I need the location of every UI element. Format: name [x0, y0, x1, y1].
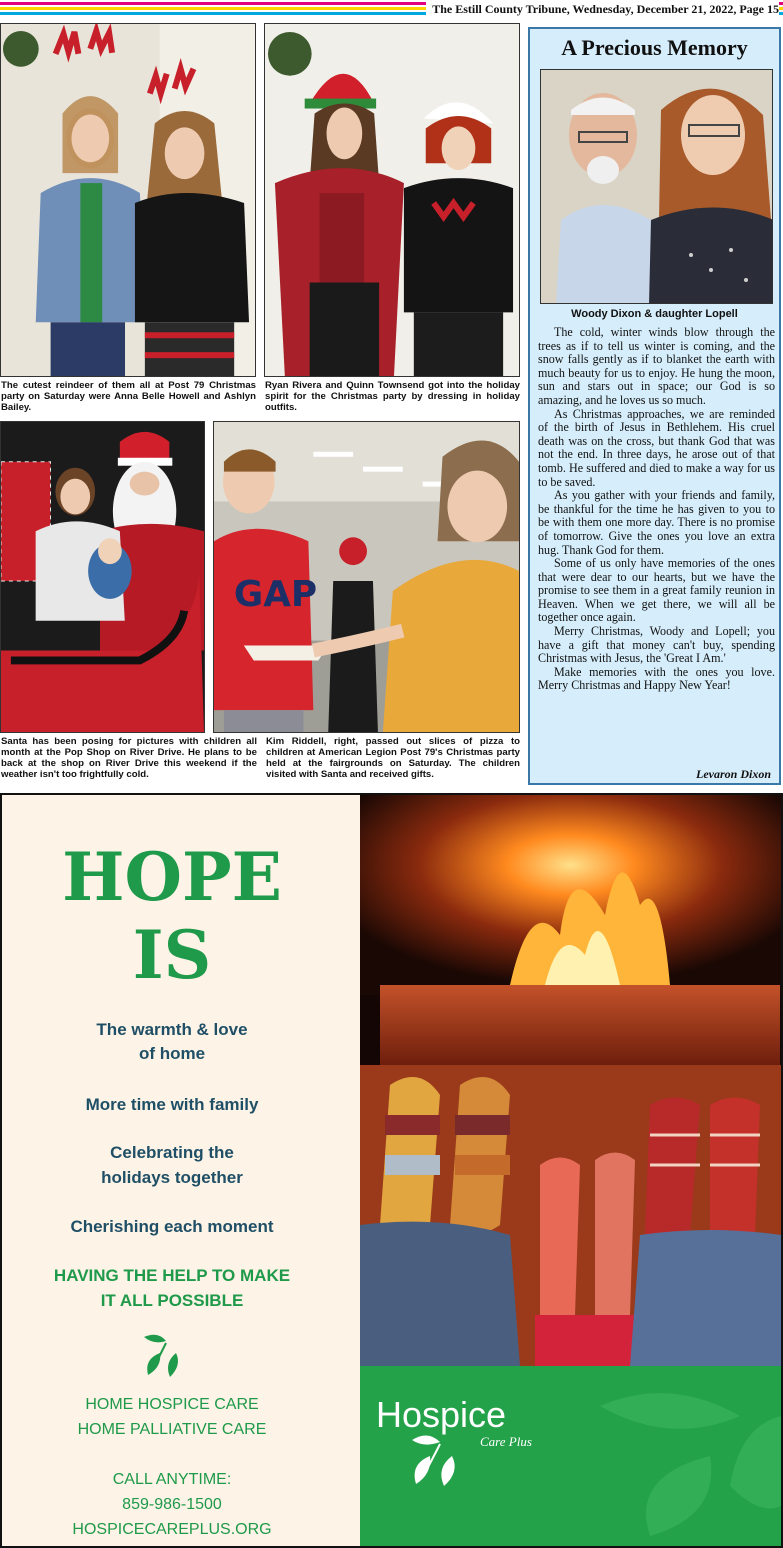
- ad-line-holidays: holidays together: [101, 1168, 243, 1187]
- svg-text:GAP: GAP: [233, 573, 318, 615]
- hospice-leaf-icon: [406, 1430, 466, 1488]
- leaf-background-icon: [590, 1366, 781, 1546]
- ad-fireplace-photo: [360, 795, 781, 1546]
- hospice-brand-name: Hospice: [376, 1394, 507, 1435]
- leaf-logo-icon: [140, 1331, 186, 1379]
- memory-body: [538, 326, 775, 693]
- memory-title: A Precious Memory: [561, 35, 748, 60]
- ad-text-panel: [2, 795, 360, 1546]
- ad-line-warmth: The warmth & love: [96, 1020, 248, 1039]
- caption-photo2: Ryan Rivera and Quinn Townsend got into the holiday spirit for the Christmas party by dressing in holiday outfits.: [265, 380, 520, 413]
- memory-paragraph: Make memories with the ones you love. Merry Christmas and Happy New Year!: [538, 664, 775, 693]
- hospice-advertisement: [0, 793, 783, 1548]
- precious-memory-box: [528, 27, 781, 785]
- memory-signature: Levaron Dixon: [696, 767, 771, 781]
- ad-service-palliative: HOME PALLIATIVE CARE: [77, 1421, 267, 1438]
- ad-phone: 859-986-1500: [122, 1496, 222, 1513]
- memory-photo-caption: Woody Dixon & daughter Lopell: [571, 308, 738, 320]
- ad-service-hospice: HOME HOSPICE CARE: [85, 1396, 259, 1413]
- ad-headline-hope: HOPE: [62, 838, 282, 916]
- photo-pizza-party: [213, 421, 520, 733]
- hospice-brand-sub: Care Plus: [480, 1434, 532, 1449]
- ad-line-cherishing: Cherishing each moment: [70, 1217, 274, 1236]
- caption-photo4: Kim Riddell, right, passed out slices of pizza to children at American Legion Post 79's Christmas party held at the fairgrounds on Saturday. The children visited with Santa and received gifts.: [266, 736, 520, 780]
- photo-reindeer-girls: [0, 23, 256, 377]
- caption-photo1: The cutest reindeer of them all at Post 79 Christmas party on Saturday were Anna Belle Howell and Ashlyn Bailey.: [1, 380, 256, 413]
- memory-paragraph: Merry Christmas, Woody and Lopell; you have a gift that money can't buy, spending Christmas with Jesus, the 'Great I Am.': [538, 624, 775, 666]
- ad-line-home: of home: [138, 1044, 206, 1063]
- ad-line-celebrating: Celebrating the: [110, 1143, 234, 1162]
- caption-photo3: Santa has been posing for pictures with children all month at the Pop Shop on River Drive. He plans to be back at the shop on River Drive this weekend if the weather isn't too frightfully cold.: [1, 736, 257, 780]
- memory-paragraph: As Christmas approaches, we are reminded of the birth of Jesus in Bethlehem. His cruel death was on the cross, but thank God that was not the end. In three days, he arose out of that tomb. He suffered and died to make a way for us to be saved.: [538, 406, 775, 489]
- ad-website: HOSPICECAREPLUS.ORG: [72, 1521, 272, 1538]
- ad-headline-is: IS: [132, 916, 212, 994]
- memory-paragraph: Some of us only have memories of the ones that were dear to our hearts, but we have the promise to see them in a great family reunion in Heaven. When we get there, we will all be together once again.: [538, 556, 775, 625]
- ad-call-label: CALL ANYTIME:: [112, 1471, 232, 1488]
- hospice-brand-band: [360, 1366, 781, 1546]
- photo-santa-sleigh: [0, 421, 205, 733]
- photo-elf-costumes: [264, 23, 520, 377]
- memory-paragraph: As you gather with your friends and family, be thankful for the time he has given to you to be with them one more day. There is no promise of tomorrow. Give the ones you love an extra hug. Thank God for them.: [538, 488, 775, 557]
- memory-paragraph: The cold, winter winds blow through the trees as if to tell us winter is coming, and the snow falls gently as if to blanket the earth with much beauty for us to enjoy. He hung the moon, sun and stars out in space; our God is so amazing, and he loves us so much.: [538, 325, 775, 407]
- page-masthead: The Estill County Tribune, Wednesday, December 21, 2022, Page 15: [426, 2, 779, 17]
- ad-line-possible: IT ALL POSSIBLE: [100, 1291, 244, 1310]
- ad-line-help: HAVING THE HELP TO MAKE: [53, 1266, 291, 1285]
- memory-photo: [540, 69, 773, 304]
- ad-line-family: More time with family: [85, 1095, 259, 1114]
